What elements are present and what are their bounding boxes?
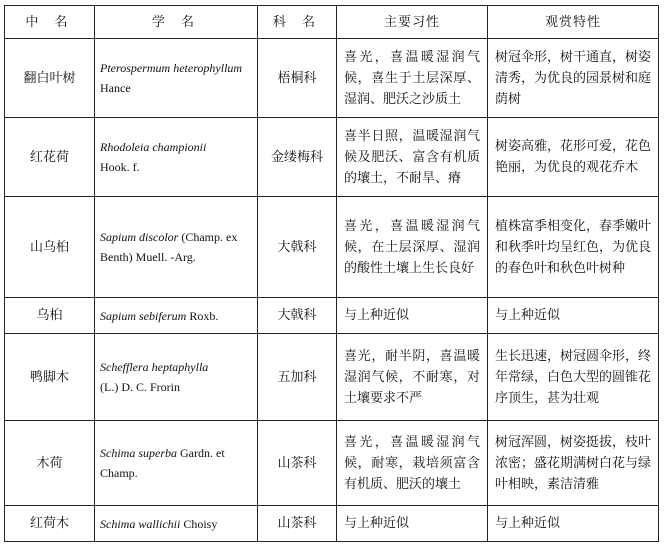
cn-name-cell: 鸭脚木 (5, 334, 95, 421)
cn-name-cell: 红花荷 (5, 118, 95, 197)
header-cn-name: 中 名 (5, 6, 95, 39)
cn-name-cell: 翻白叶树 (5, 39, 95, 118)
ornamental-cell: 树姿高雅，花形可爱，花色艳丽，为优良的观花乔木 (488, 118, 659, 197)
table-row (5, 298, 659, 334)
ornamental-cell: 与上种近似 (488, 298, 659, 334)
cn-name-cell: 红荷木 (5, 506, 95, 542)
table-row (5, 421, 659, 506)
habit-cell: 喜光，喜温暖湿润气候，耐寒，栽培须富含有机质、肥沃的壤土 (337, 421, 488, 506)
ornamental-cell: 与上种近似 (488, 506, 659, 542)
family-cell: 山茶科 (258, 421, 337, 506)
sci-name-italic: Pterospermum heterophyllum (100, 61, 243, 75)
habit-cell: 与上种近似 (337, 298, 488, 334)
family-cell: 金缕梅科 (258, 118, 337, 197)
sci-name-italic: Schima superba (100, 446, 177, 460)
family-cell: 五加科 (258, 334, 337, 421)
sci-name-cell (95, 421, 258, 506)
sci-name-italic: Sapium sebiferum (100, 308, 187, 323)
ornamental-cell: 生长迅速，树冠圆伞形，终年常绿，白色大型的圆锥花序顶生，甚为壮观 (488, 334, 659, 421)
header-ornamental: 观赏特性 (488, 6, 659, 39)
cn-name-cell: 山乌桕 (5, 197, 95, 298)
header-family: 科 名 (258, 6, 337, 39)
family-cell: 大戟科 (258, 298, 337, 334)
table-row (5, 118, 659, 197)
sci-name-author: Hance (100, 81, 131, 95)
cn-name-cell: 木荷 (5, 421, 95, 506)
header-row (5, 6, 659, 39)
sci-name-cell (95, 506, 258, 542)
sci-name-cell (95, 298, 258, 334)
table-row (5, 334, 659, 421)
sci-name-author: Gardn. et Champ. (100, 446, 225, 480)
sci-name-cell (95, 197, 258, 298)
family-cell: 梧桐科 (258, 39, 337, 118)
sci-name-italic: Sapium discolor (100, 230, 179, 244)
sci-name-cell (95, 39, 258, 118)
table-body (5, 39, 659, 542)
habit-cell: 喜光，喜温暖湿润气候，喜生于土层深厚、湿润、肥沃之沙质土 (337, 39, 488, 118)
habit-cell: 喜光，喜温暖湿润气候，在土层深厚、湿润的酸性土壤上生长良好 (337, 197, 488, 298)
habit-cell: 与上种近似 (337, 506, 488, 542)
sci-name-author: Choisy (183, 516, 218, 531)
table-row (5, 506, 659, 542)
sci-name-author: Roxb. (189, 308, 219, 323)
ornamental-cell: 植株富季相变化，春季嫩叶和秋季叶均呈红色，为优良的春色叶和秋色叶树种 (488, 197, 659, 298)
sci-name-author: (L.) D. C. Frorin (100, 380, 180, 394)
ornamental-cell: 树冠伞形，树干通直，树姿清秀，为优良的园景树和庭荫树 (488, 39, 659, 118)
sci-name-author: Hook. f. (100, 160, 140, 174)
sci-name-author: (Champ. ex Benth) Muell. -Arg. (100, 230, 238, 264)
sci-name-cell (95, 118, 258, 197)
sci-name-italic: Rhodoleia championii (100, 140, 207, 154)
habit-cell: 喜光，耐半阴，喜温暖湿润气候，不耐寒，对土壤要求不严 (337, 334, 488, 421)
header-habit: 主要习性 (337, 6, 488, 39)
header-sci-name: 学 名 (95, 6, 258, 39)
habit-cell: 喜半日照，温暖湿润气候及肥沃、富含有机质的壤土，不耐旱、瘠 (337, 118, 488, 197)
family-cell: 大戟科 (258, 197, 337, 298)
plant-table (4, 5, 659, 542)
sci-name-italic: Schima wallichii (100, 516, 181, 531)
sci-name-cell (95, 334, 258, 421)
sci-name-italic: Schefflera heptaphylla (100, 360, 209, 374)
cn-name-cell: 乌桕 (5, 298, 95, 334)
table-row (5, 197, 659, 298)
table-row (5, 39, 659, 118)
ornamental-cell: 树冠浑圆，树姿挺拔，枝叶浓密；盛花期满树白花与绿叶相映，素洁清雅 (488, 421, 659, 506)
table-header (5, 6, 659, 39)
family-cell: 山茶科 (258, 506, 337, 542)
